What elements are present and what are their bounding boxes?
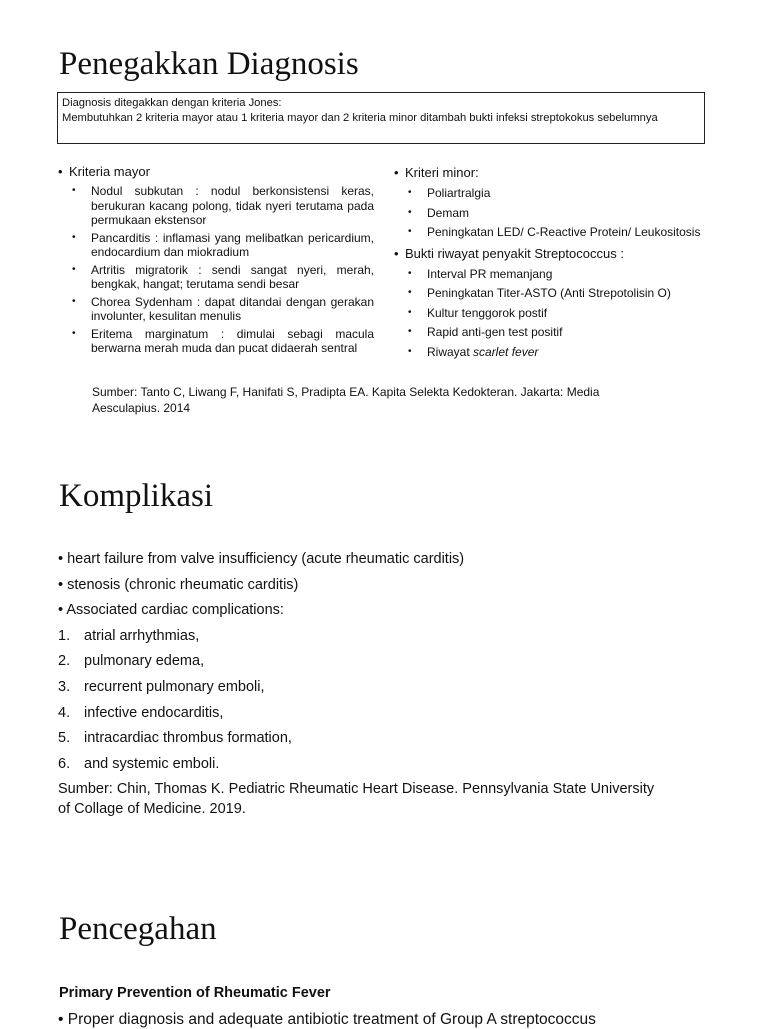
minor-heading: • Kriteri minor: <box>394 165 708 181</box>
list-item: • Nodul subkutan : nodul berkonsistensi keras, berukuran kacang polong, tidak nyeri terutama pada permukaan ekstensor <box>58 184 374 228</box>
komplikasi-source-line-2: of Collage of Medicine. 2019. <box>58 801 246 818</box>
mayor-heading: • Kriteria mayor <box>58 164 374 180</box>
item-number: 1. <box>58 627 71 644</box>
source-line-2: Aesculapius. 2014 <box>92 401 191 415</box>
item-text: infective endocarditis, <box>84 704 224 721</box>
item-text: intracardiac thrombus formation, <box>84 730 292 747</box>
list-item: • Chorea Sydenham : dapat ditandai dengan gerakan involunter, kesulitan menulis <box>58 295 374 324</box>
mayor-column <box>58 164 374 359</box>
numbered-item <box>58 649 654 675</box>
diagnosis-title: Penegakkan Diagnosis <box>59 46 359 82</box>
list-item: • Interval PR memanjang <box>394 267 708 282</box>
minor-column <box>394 165 708 362</box>
strep-last-prefix: Riwayat <box>427 344 474 359</box>
list-item: • Rapid anti-gen test positif <box>394 325 708 340</box>
list-item: • Peningkatan LED/ C-Reactive Protein/ Leukositosis <box>394 225 708 240</box>
strep-last-italic: scarlet fever <box>473 344 539 359</box>
diagnosis-source <box>92 384 712 416</box>
list-item: • stenosis (chronic rheumatic carditis) <box>58 573 654 599</box>
prevention-bullet: • Proper diagnosis and adequate antibiotic treatment of Group A streptococcus <box>58 1011 596 1029</box>
komplikasi-source-line-1: Sumber: Chin, Thomas K. Pediatric Rheumatic Heart Disease. Pennsylvania State University <box>58 781 655 798</box>
jones-criteria-box <box>57 92 705 144</box>
numbered-item <box>58 752 654 778</box>
komplikasi-title: Komplikasi <box>59 478 213 514</box>
list-item: • Artritis migratorik : sendi sangat nyeri, merah, bengkak, hangat; terutama sendi besar <box>58 263 374 292</box>
item-text: recurrent pulmonary emboli, <box>84 678 265 695</box>
list-item: • Kultur tenggorok postif <box>394 306 708 321</box>
numbered-item <box>58 701 654 727</box>
item-number: 3. <box>58 678 71 695</box>
mayor-list <box>58 184 374 356</box>
minor-list <box>394 186 708 240</box>
box-line-2: Membutuhkan 2 kriteria mayor atau 1 kriteria mayor dan 2 kriteria minor ditambah bukti infeksi streptokokus sebelumnya <box>62 111 658 124</box>
numbered-item <box>58 726 654 752</box>
item-text: pulmonary edema, <box>84 653 205 670</box>
list-item: • Peningkatan Titer-ASTO (Anti Strepotolisin O) <box>394 286 708 301</box>
box-line-1: Diagnosis ditegakkan dengan kriteria Jones: <box>62 97 282 109</box>
item-number: 5. <box>58 730 71 747</box>
item-number: 2. <box>58 653 71 670</box>
list-item: • Associated cardiac complications: <box>58 598 654 624</box>
numbered-item <box>58 624 654 650</box>
list-item: • heart failure from valve insufficiency (acute rheumatic carditis) <box>58 547 654 573</box>
item-number: 4. <box>58 704 71 721</box>
pencegahan-title: Pencegahan <box>59 911 217 947</box>
item-number: 6. <box>58 755 71 772</box>
list-item <box>394 345 708 360</box>
prevention-subheading: Primary Prevention of Rheumatic Fever <box>59 985 331 1001</box>
source-line-1: Sumber: Tanto C, Liwang F, Hanifati S, Pradipta EA. Kapita Selekta Kedokteran. Jakarta: Media <box>92 385 600 399</box>
komplikasi-list <box>58 547 654 819</box>
list-item: • Eritema marginatum : dimulai sebagi macula berwarna merah muda dan pucat didaerah sentral <box>58 327 374 356</box>
list-item: • Pancarditis : inflamasi yang melibatkan pericardium, endocardium dan miokradium <box>58 231 374 260</box>
numbered-item <box>58 675 654 701</box>
strep-list <box>394 267 708 360</box>
list-item: • Demam <box>394 206 708 221</box>
item-text: and systemic emboli. <box>84 755 220 772</box>
item-text: atrial arrhythmias, <box>84 627 200 644</box>
list-item: • Poliartralgia <box>394 186 708 201</box>
strep-heading: • Bukti riwayat penyakit Streptococcus : <box>394 246 708 262</box>
